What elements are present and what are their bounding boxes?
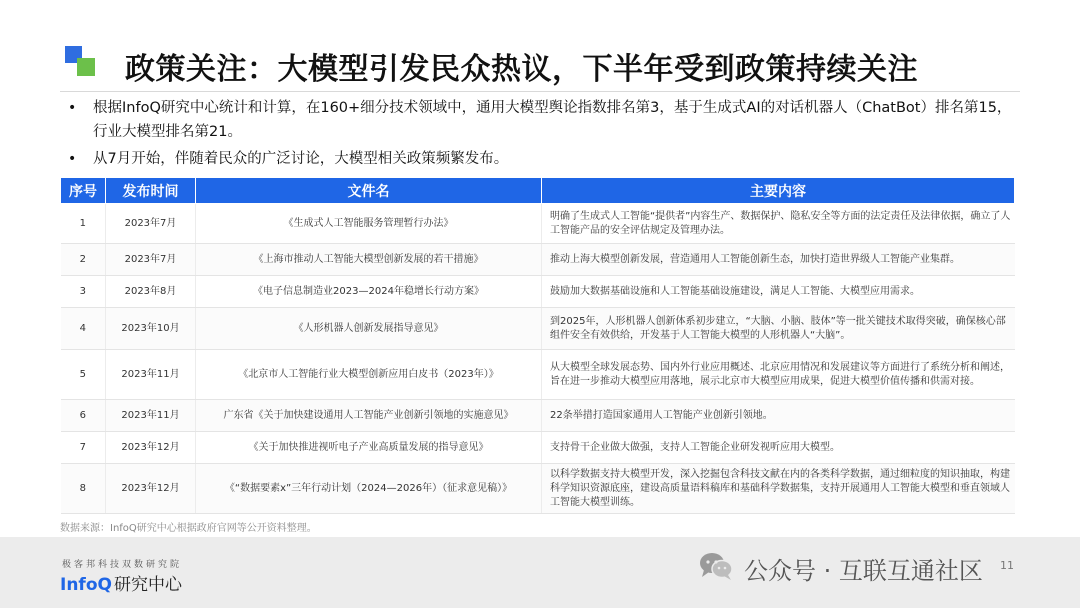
bullet-list: [66, 96, 1016, 174]
brand-suffix: 研究中心: [113, 575, 182, 595]
cell-date: 2023年11月: [106, 400, 196, 432]
table-row: [61, 464, 1015, 514]
cell-document: 《电子信息制造业2023—2024年稳增长行动方案》: [196, 276, 542, 308]
logo-mark: [65, 46, 97, 78]
cell-content: 支持骨干企业做大做强，支持人工智能企业研发视听应用大模型。: [542, 432, 1015, 464]
bullet-item: • 根据InfoQ研究中心统计和计算，在160+细分技术领域中，通用大模型舆论指数排名第3，基于生成式AI的对话机器人（ChatBot）排名第15，行业大模型排名第21。: [66, 96, 1016, 144]
cell-date: 2023年7月: [106, 244, 196, 276]
source-note: 数据来源：InfoQ研究中心根据政府官网等公开资料整理。: [60, 523, 317, 534]
page-title: 政策关注：大模型引发民众热议，下半年受到政策持续关注: [125, 52, 918, 87]
table-row: [61, 308, 1015, 350]
header-document: 文件名: [196, 178, 542, 204]
cell-content: 推动上海大模型创新发展，营造通用人工智能创新生态，加快打造世界级人工智能产业集群。: [542, 244, 1015, 276]
cell-index: 1: [61, 204, 106, 244]
cell-document: 《人形机器人创新发展指导意见》: [196, 308, 542, 350]
cell-date: 2023年8月: [106, 276, 196, 308]
cell-document: 《生成式人工智能服务管理暂行办法》: [196, 204, 542, 244]
brand-name: InfoQ: [60, 575, 112, 595]
policy-table: [60, 177, 1015, 514]
cell-date: 2023年11月: [106, 350, 196, 400]
cell-content: 明确了生成式人工智能“提供者”内容生产、数据保护、隐私安全等方面的法定责任及法律依据，确立了人工智能产品的安全评估规定及管理办法。: [542, 204, 1015, 244]
wechat-icon: [698, 551, 734, 581]
header-date: 发布时间: [106, 178, 196, 204]
title-divider: [60, 91, 1020, 92]
cell-content: 鼓励加大数据基础设施和人工智能基础设施建设，满足人工智能、大模型应用需求。: [542, 276, 1015, 308]
cell-content: 到2025年，人形机器人创新体系初步建立，“大脑、小脑、肢体”等一批关键技术取得突破，确保核心部组件安全有效供给，开发基于人工智能大模型的人形机器人“大脑”。: [542, 308, 1015, 350]
cell-date: 2023年10月: [106, 308, 196, 350]
wechat-account-label: 公众号 · 互联互通社区: [744, 557, 983, 585]
logo-square-green: [77, 58, 95, 76]
cell-content: 从大模型全球发展态势、国内外行业应用概述、北京应用情况和发展建议等方面进行了系统分析和阐述，旨在进一步推动大模型应用落地，展示北京市大模型应用成果，促进大模型价值传播和供需对接。: [542, 350, 1015, 400]
table-header-row: [61, 178, 1015, 204]
cell-index: 4: [61, 308, 106, 350]
table-row: [61, 350, 1015, 400]
footer-slogan: 极客邦科技双数研究院: [62, 560, 183, 570]
cell-index: 7: [61, 432, 106, 464]
bullet-item: • 从7月开始，伴随着民众的广泛讨论，大模型相关政策频繁发布。: [66, 147, 1016, 171]
table-row: [61, 244, 1015, 276]
cell-date: 2023年12月: [106, 464, 196, 514]
table-row: [61, 276, 1015, 308]
header-index: 序号: [61, 178, 106, 204]
cell-content: 以科学数据支持大模型开发，深入挖掘包含科技文献在内的各类科学数据，通过细粒度的知识抽取，构建科学知识资源底座，建设高质量语料稿库和基础科学数据集，支持开展通用人工智能大模型和垂直领域人工智能大模型训练。: [542, 464, 1015, 514]
table-row: [61, 400, 1015, 432]
cell-index: 3: [61, 276, 106, 308]
cell-content: 22条举措打造国家通用人工智能产业创新引领地。: [542, 400, 1015, 432]
cell-index: 8: [61, 464, 106, 514]
cell-date: 2023年12月: [106, 432, 196, 464]
header-content: 主要内容: [542, 178, 1015, 204]
cell-index: 6: [61, 400, 106, 432]
cell-index: 5: [61, 350, 106, 400]
cell-document: 《“数据要素x”三年行动计划（2024—2026年）（征求意见稿）》: [196, 464, 542, 514]
page-number: 11: [1000, 559, 1014, 572]
footer-brand: [60, 570, 182, 595]
cell-document: 《上海市推动人工智能大模型创新发展的若干措施》: [196, 244, 542, 276]
table-row: [61, 432, 1015, 464]
cell-date: 2023年7月: [106, 204, 196, 244]
footer: [0, 537, 1080, 608]
table-row: [61, 204, 1015, 244]
cell-document: 《关于加快推进视听电子产业高质量发展的指导意见》: [196, 432, 542, 464]
cell-index: 2: [61, 244, 106, 276]
cell-document: 《北京市人工智能行业大模型创新应用白皮书（2023年）》: [196, 350, 542, 400]
cell-document: 广东省《关于加快建设通用人工智能产业创新引领地的实施意见》: [196, 400, 542, 432]
